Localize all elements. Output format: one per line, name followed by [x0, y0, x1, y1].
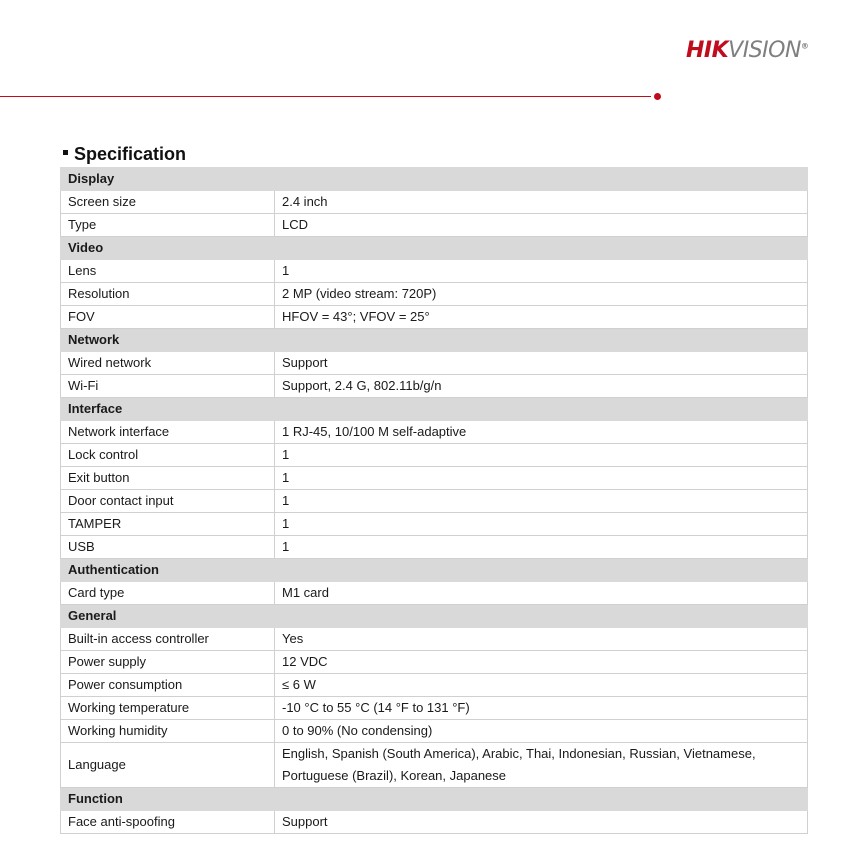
- spec-value: 1 RJ-45, 10/100 M self-adaptive: [275, 421, 808, 444]
- spec-row: [61, 260, 808, 283]
- spec-row: [61, 490, 808, 513]
- group-header-row: [61, 237, 808, 260]
- spec-label: Screen size: [61, 191, 275, 214]
- spec-row: [61, 214, 808, 237]
- group-header-row: [61, 168, 808, 191]
- spec-value: 2.4 inch: [275, 191, 808, 214]
- group-header-row: [61, 329, 808, 352]
- specification-table: [60, 167, 808, 834]
- registered-mark: ®: [800, 41, 809, 51]
- spec-value: HFOV = 43°; VFOV = 25°: [275, 306, 808, 329]
- spec-label: Power supply: [61, 651, 275, 674]
- spec-value: Support: [275, 811, 808, 834]
- spec-label: Wi-Fi: [61, 375, 275, 398]
- spec-label: Working temperature: [61, 697, 275, 720]
- group-header-filler: [275, 605, 808, 628]
- spec-label: Type: [61, 214, 275, 237]
- group-header-filler: [275, 329, 808, 352]
- spec-value: Support, 2.4 G, 802.11b/g/n: [275, 375, 808, 398]
- section-heading: [63, 144, 186, 165]
- group-title: Interface: [61, 398, 275, 421]
- spec-row: [61, 513, 808, 536]
- spec-value: English, Spanish (South America), Arabic, Thai, Indonesian, Russian, Vietnamese, Portuguese (Brazil), Korean, Japanese: [275, 743, 808, 788]
- spec-label: Built-in access controller: [61, 628, 275, 651]
- spec-value: 1: [275, 467, 808, 490]
- group-header-filler: [275, 559, 808, 582]
- group-title: Video: [61, 237, 275, 260]
- section-title: Specification: [74, 144, 187, 164]
- group-header-filler: [275, 168, 808, 191]
- spec-row: [61, 191, 808, 214]
- spec-value: 1: [275, 444, 808, 467]
- spec-value: Yes: [275, 628, 808, 651]
- spec-value: 0 to 90% (No condensing): [275, 720, 808, 743]
- bullet-icon: [63, 150, 68, 155]
- logo-part-vision: VISION: [728, 38, 801, 63]
- spec-row: [61, 743, 808, 788]
- spec-value: -10 °C to 55 °C (14 °F to 131 °F): [275, 697, 808, 720]
- hikvision-logo: [686, 38, 808, 63]
- group-title: General: [61, 605, 275, 628]
- spec-label: Card type: [61, 582, 275, 605]
- header-divider: [0, 96, 651, 97]
- spec-label: TAMPER: [61, 513, 275, 536]
- header-divider-dot: [654, 93, 661, 100]
- spec-row: [61, 651, 808, 674]
- spec-label: Language: [61, 743, 275, 788]
- spec-value: LCD: [275, 214, 808, 237]
- group-title: Display: [61, 168, 275, 191]
- spec-row: [61, 283, 808, 306]
- spec-label: Wired network: [61, 352, 275, 375]
- group-header-row: [61, 605, 808, 628]
- spec-label: Lock control: [61, 444, 275, 467]
- spec-label: Lens: [61, 260, 275, 283]
- spec-row: [61, 582, 808, 605]
- spec-row: [61, 306, 808, 329]
- spec-label: FOV: [61, 306, 275, 329]
- spec-label: Resolution: [61, 283, 275, 306]
- spec-label: Working humidity: [61, 720, 275, 743]
- logo-part-hik: HIK: [686, 38, 729, 63]
- spec-label: Face anti-spoofing: [61, 811, 275, 834]
- spec-row: [61, 674, 808, 697]
- spec-label: Network interface: [61, 421, 275, 444]
- spec-row: [61, 352, 808, 375]
- spec-value: 1: [275, 490, 808, 513]
- group-header-row: [61, 559, 808, 582]
- spec-row: [61, 467, 808, 490]
- spec-label: USB: [61, 536, 275, 559]
- spec-label: Door contact input: [61, 490, 275, 513]
- spec-row: [61, 444, 808, 467]
- specification-table-body: [61, 168, 808, 834]
- spec-value: 12 VDC: [275, 651, 808, 674]
- spec-value: 1: [275, 260, 808, 283]
- spec-value: 1: [275, 536, 808, 559]
- spec-row: [61, 628, 808, 651]
- spec-row: [61, 811, 808, 834]
- spec-value: 1: [275, 513, 808, 536]
- group-title: Network: [61, 329, 275, 352]
- spec-row: [61, 375, 808, 398]
- spec-row: [61, 697, 808, 720]
- group-header-row: [61, 398, 808, 421]
- group-header-filler: [275, 398, 808, 421]
- spec-row: [61, 720, 808, 743]
- group-header-filler: [275, 788, 808, 811]
- spec-row: [61, 421, 808, 444]
- group-header-filler: [275, 237, 808, 260]
- spec-value: M1 card: [275, 582, 808, 605]
- spec-value: 2 MP (video stream: 720P): [275, 283, 808, 306]
- spec-value: Support: [275, 352, 808, 375]
- spec-value: ≤ 6 W: [275, 674, 808, 697]
- spec-label: Exit button: [61, 467, 275, 490]
- spec-label: Power consumption: [61, 674, 275, 697]
- group-title: Authentication: [61, 559, 275, 582]
- group-header-row: [61, 788, 808, 811]
- group-title: Function: [61, 788, 275, 811]
- spec-row: [61, 536, 808, 559]
